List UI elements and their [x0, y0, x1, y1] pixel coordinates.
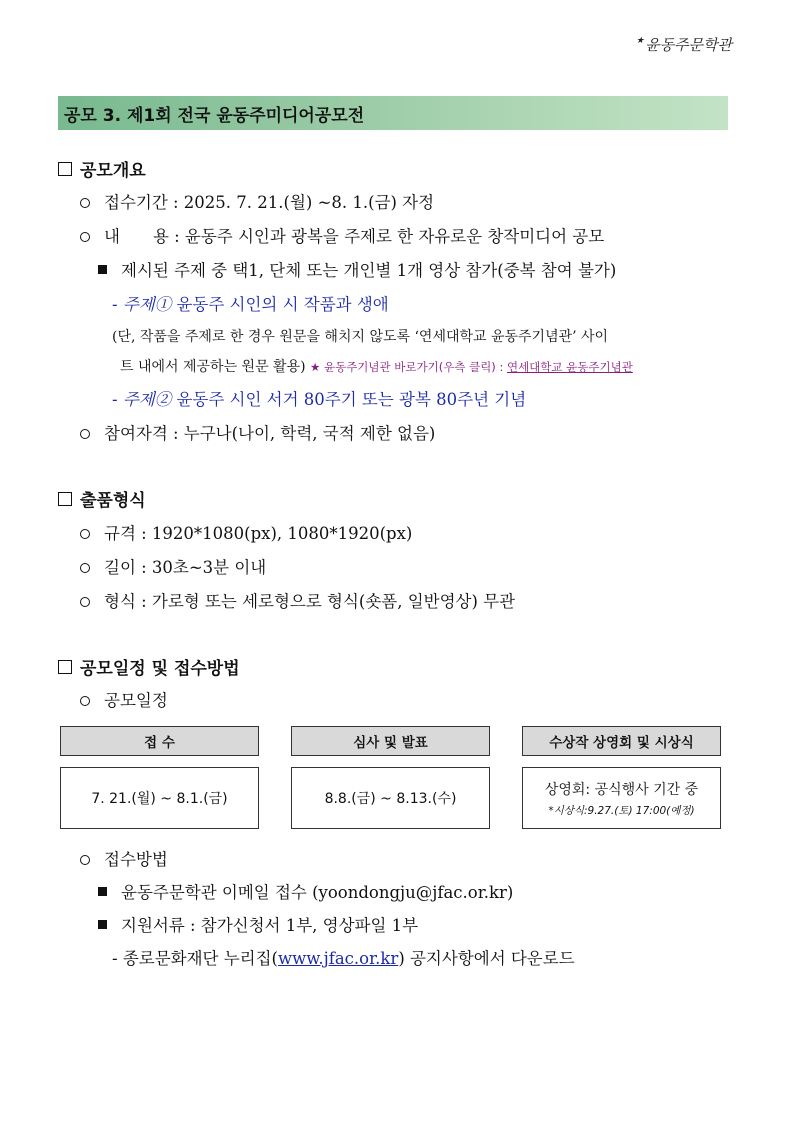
page-title: 공모 3. 제1회 전국 윤동주미디어공모전: [64, 105, 365, 126]
circle-bullet-icon: [80, 198, 90, 208]
jfac-link[interactable]: www.jfac.or.kr: [277, 949, 399, 968]
logo: ★윤동주문학관: [636, 36, 733, 54]
list-item-type: 형식 : 가로형 또는 세로형으로 형식(숏폼, 일반영상) 무관: [80, 588, 515, 612]
section-heading-format: 출품형식: [58, 486, 146, 511]
star-icon: ★: [636, 36, 645, 46]
list-item-period: 접수기간 : 2025. 7. 21.(월) ~8. 1.(금) 자정: [80, 189, 434, 213]
memorial-link[interactable]: 연세대학교 윤동주기념관: [506, 360, 633, 374]
section-heading-schedule: 공모일정 및 접수방법: [58, 654, 240, 679]
checkbox-square-icon: [58, 162, 72, 176]
sub-heading-schedule: 공모일정: [80, 687, 168, 711]
list-item-docs: 지원서류 : 참가신청서 1부, 영상파일 1부: [98, 912, 418, 936]
circle-bullet-icon: [80, 855, 90, 865]
square-bullet-icon: [98, 887, 107, 896]
list-item-content: 내 용 : 윤동주 시인과 광복을 주제로 한 자유로운 창작미디어 공모: [80, 223, 604, 247]
title-banner: [58, 96, 728, 130]
square-bullet-icon: [98, 920, 107, 929]
sub-heading-method: 접수방법: [80, 846, 168, 870]
circle-bullet-icon: [80, 597, 90, 607]
note-line-1: (단, 작품을 주제로 한 경우 원문을 해치지 않도록 ‘연세대학교 윤동주기념관’ 사이: [112, 329, 609, 345]
list-item-eligibility: 참여자격 : 누구나(나이, 학력, 국적 제한 없음): [80, 420, 435, 444]
topic-1: - 주제① 윤동주 시인의 시 작품과 생애: [112, 295, 389, 314]
circle-bullet-icon: [80, 563, 90, 573]
circle-bullet-icon: [80, 429, 90, 439]
table-cell: 7. 21.(월) ~ 8.1.(금): [60, 767, 259, 829]
square-bullet-icon: [98, 265, 107, 274]
download-instruction: - 종로문화재단 누리집(www.jfac.or.kr) 공지사항에서 다운로드: [112, 949, 575, 968]
checkbox-square-icon: [58, 660, 72, 674]
shortcut-note: ★ 윤동주기념관 바로가기(우측 클릭) : 연세대학교 윤동주기념관: [310, 360, 633, 374]
table-header: 수상작 상영회 및 시상식: [522, 726, 721, 756]
table-header: 심사 및 발표: [291, 726, 490, 756]
table-cell: 상영회: 공식행사 기간 중 *시상식:9.27.(토) 17:00(예정): [522, 767, 721, 829]
topic-2: - 주제② 윤동주 시인 서거 80주기 또는 광복 80주년 기념: [112, 390, 527, 409]
table-header: 접 수: [60, 726, 259, 756]
note-line-2: 트 내에서 제공하는 원문 활용) ★ 윤동주기념관 바로가기(우측 클릭) : 연세대학교 윤동주기념관: [120, 359, 633, 375]
list-item-length: 길이 : 30초~3분 이내: [80, 554, 266, 578]
checkbox-square-icon: [58, 492, 72, 506]
table-cell: 8.8.(금) ~ 8.13.(수): [291, 767, 490, 829]
circle-bullet-icon: [80, 529, 90, 539]
list-item-rule: 제시된 주제 중 택1, 단체 또는 개인별 1개 영상 참가(중복 참여 불가): [98, 257, 616, 281]
list-item-email: 윤동주문학관 이메일 접수 (yoondongju@jfac.or.kr): [98, 879, 513, 903]
section-heading-overview: 공모개요: [58, 156, 146, 181]
award-ceremony-note: *시상식:9.27.(토) 17:00(예정): [548, 804, 695, 817]
list-item-spec: 규격 : 1920*1080(px), 1080*1920(px): [80, 520, 412, 544]
circle-bullet-icon: [80, 696, 90, 706]
circle-bullet-icon: [80, 232, 90, 242]
